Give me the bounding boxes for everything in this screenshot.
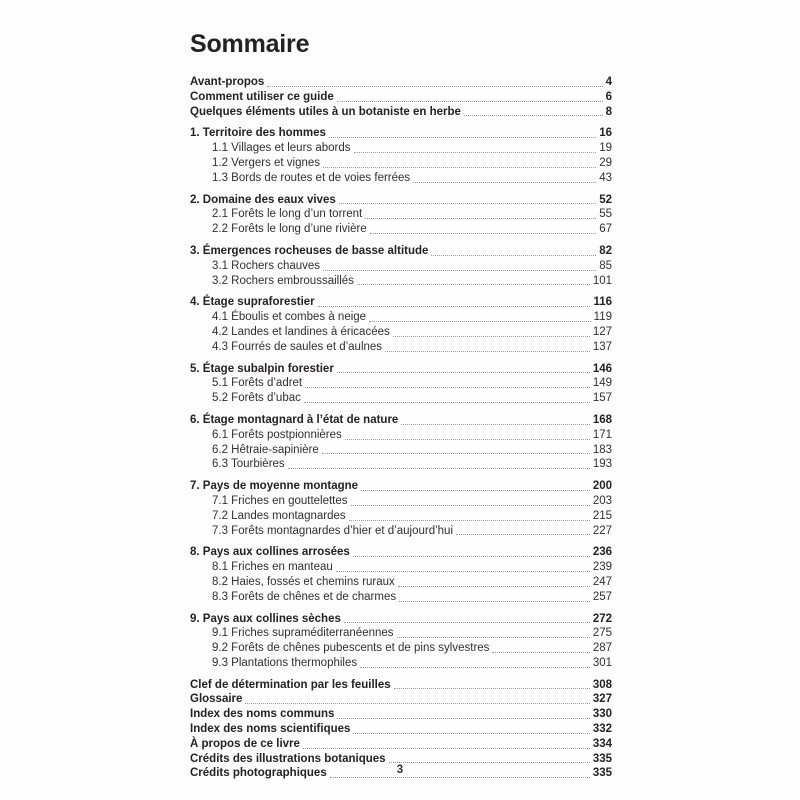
toc-entry-page: 55 xyxy=(599,208,612,221)
toc-entry-label: 2.1 Forêts le long d’un torrent xyxy=(212,208,363,221)
dot-leader xyxy=(305,387,590,388)
toc-entry xyxy=(190,156,612,171)
toc-entry-page: 127 xyxy=(592,325,612,338)
dot-leader xyxy=(456,534,590,535)
toc-entry-page: 215 xyxy=(592,509,612,522)
toc-entry-label: 4.2 Landes et landines à éricacées xyxy=(212,325,390,338)
dot-leader xyxy=(245,703,589,704)
toc-entry-label: 5.1 Forêts d’adret xyxy=(212,377,303,390)
dot-leader xyxy=(369,321,591,322)
toc-group xyxy=(190,413,612,472)
toc-group xyxy=(190,295,612,354)
toc-entry xyxy=(190,193,612,208)
toc-entry xyxy=(190,90,612,105)
toc-entry xyxy=(190,126,612,141)
toc-entry xyxy=(190,494,612,509)
toc-entry xyxy=(190,171,612,186)
dot-leader xyxy=(337,718,589,719)
toc-group xyxy=(190,193,612,237)
toc-entry-page: 149 xyxy=(592,377,612,390)
toc-entry-label: 1. Territoire des hommes xyxy=(190,127,326,140)
toc-entry-page: 272 xyxy=(592,612,612,625)
dot-leader xyxy=(288,468,590,469)
dot-leader xyxy=(337,372,590,373)
toc-group xyxy=(190,479,612,538)
toc-entry xyxy=(190,141,612,156)
toc-entry-label: 4. Étage supraforestier xyxy=(190,296,315,309)
toc-entry-label: 1.1 Villages et leurs abords xyxy=(212,142,351,155)
toc-entry xyxy=(190,75,612,90)
toc-entry-page: 287 xyxy=(592,642,612,655)
toc-entry-label: 8. Pays aux collines arrosées xyxy=(190,546,350,559)
toc-entry-label: Index des noms scientifiques xyxy=(190,723,351,736)
toc-entry-label: 6.2 Hêtraie-sapinière xyxy=(212,443,319,456)
toc-entry-label: 8.1 Friches en manteau xyxy=(212,561,333,574)
toc-entry xyxy=(190,391,612,406)
toc-entry-label: 6.3 Tourbières xyxy=(212,458,285,471)
toc-entry-label: Glossaire xyxy=(190,693,243,706)
dot-leader xyxy=(394,688,590,689)
dot-leader xyxy=(322,453,590,454)
toc-entry-page: 327 xyxy=(592,693,612,706)
toc-entry xyxy=(190,545,612,560)
toc-entry-label: 9.1 Friches supraméditerranéennes xyxy=(212,627,394,640)
dot-leader xyxy=(413,182,596,183)
toc-entry-page: 157 xyxy=(592,392,612,405)
toc-entry-label: 1.2 Vergers et vignes xyxy=(212,156,321,169)
toc-entry-label: 8.3 Forêts de chênes et de charmes xyxy=(212,590,397,603)
toc-entry xyxy=(190,222,612,237)
toc-entry-label: Comment utiliser ce guide xyxy=(190,90,334,103)
toc-entry-page: 308 xyxy=(592,678,612,691)
dot-leader xyxy=(393,336,590,337)
toc-group xyxy=(190,244,612,288)
dot-leader xyxy=(357,284,590,285)
dot-leader xyxy=(353,733,589,734)
dot-leader xyxy=(398,586,590,587)
page-title: Sommaire xyxy=(190,30,310,58)
toc-entry-page: 52 xyxy=(599,193,612,206)
toc-entry-label: Crédits photographiques xyxy=(190,767,327,780)
toc-entry-page: 116 xyxy=(593,296,612,309)
toc-entry xyxy=(190,612,612,627)
toc-entry-label: 8.2 Haies, fossés et chemins ruraux xyxy=(212,575,395,588)
dot-leader xyxy=(337,101,603,102)
toc-entry-page: 275 xyxy=(592,627,612,640)
toc-entry-label: 2. Domaine des eaux vives xyxy=(190,193,336,206)
toc-entry-page: 236 xyxy=(592,546,612,559)
toc-entry xyxy=(190,656,612,671)
toc-entry-page: 301 xyxy=(592,656,612,669)
toc-entry xyxy=(190,207,612,222)
toc-entry-page: 146 xyxy=(592,362,612,375)
toc-entry-label: 4.1 Éboulis et combes à neige xyxy=(212,311,367,324)
toc-entry-label: 6.1 Forêts postpionnières xyxy=(212,428,342,441)
toc-entry-page: 4 xyxy=(605,76,612,88)
toc-entry xyxy=(190,737,612,752)
toc-entry-page: 203 xyxy=(592,494,612,507)
dot-leader xyxy=(303,748,590,749)
dot-leader xyxy=(351,505,590,506)
toc-entry-page: 183 xyxy=(592,443,612,456)
page-number: 3 xyxy=(396,764,404,776)
toc-entry-page: 171 xyxy=(592,428,612,441)
toc-entry-page: 335 xyxy=(592,752,612,765)
toc-entry xyxy=(190,457,612,472)
dot-leader xyxy=(464,115,603,116)
dot-leader xyxy=(401,424,589,425)
toc-group xyxy=(190,362,612,406)
toc-entry xyxy=(190,692,612,707)
toc-entry-label: Crédits des illustrations botaniques xyxy=(190,752,386,765)
toc-entry-page: 82 xyxy=(599,244,612,257)
toc-entry-label: 9.2 Forêts de chênes pubescents et de pins sylvestres xyxy=(212,642,490,655)
toc-entry xyxy=(190,244,612,259)
toc-entry-label: 1.3 Bords de routes et de voies ferrées xyxy=(212,171,411,184)
toc-entry-page: 335 xyxy=(592,767,612,780)
toc-group xyxy=(190,545,612,604)
toc-entry xyxy=(190,295,612,310)
toc-entry xyxy=(190,310,612,325)
toc-entry-page: 168 xyxy=(592,413,612,426)
toc-entry xyxy=(190,707,612,722)
toc-entry-label: 3.2 Rochers embroussaillés xyxy=(212,274,354,287)
dot-leader xyxy=(323,167,596,168)
dot-leader xyxy=(492,652,589,653)
toc-entry xyxy=(190,105,612,120)
dot-leader xyxy=(330,777,590,778)
toc-entry-label: Index des noms communs xyxy=(190,708,335,721)
toc-entry xyxy=(190,340,612,355)
toc-entry-label: 5.2 Forêts d’ubac xyxy=(212,392,301,405)
toc-entry xyxy=(190,722,612,737)
toc-entry-label: 4.3 Fourrés de saules et d’aulnes xyxy=(212,340,383,353)
toc-entry-page: 16 xyxy=(599,127,612,140)
toc-entry-page: 101 xyxy=(592,274,612,287)
toc-entry-label: 3. Émergences rocheuses de basse altitude xyxy=(190,244,429,257)
toc-content xyxy=(190,30,612,781)
toc-entry-page: 257 xyxy=(592,590,612,603)
toc-entry xyxy=(190,678,612,693)
toc-entry-label: 6. Étage montagnard à l’état de nature xyxy=(190,413,399,426)
dot-leader xyxy=(344,622,590,623)
toc-entry-label: 7.3 Forêts montagnardes d’hier et d’aujourd’hui xyxy=(212,524,454,537)
toc-entry-page: 334 xyxy=(592,737,612,750)
toc-entry xyxy=(190,590,612,605)
toc-entry-label: Quelques éléments utiles à un botaniste en herbe xyxy=(190,105,461,118)
dot-leader xyxy=(345,439,590,440)
dot-leader xyxy=(431,255,596,256)
dot-leader xyxy=(353,556,590,557)
dot-leader xyxy=(385,351,590,352)
dot-leader xyxy=(304,402,590,403)
dot-leader xyxy=(318,306,591,307)
toc-entry xyxy=(190,259,612,274)
dot-leader xyxy=(323,270,596,271)
toc-entry xyxy=(190,575,612,590)
toc-entry xyxy=(190,641,612,656)
dot-leader xyxy=(365,218,596,219)
toc-entry-page: 247 xyxy=(592,575,612,588)
toc-entry xyxy=(190,325,612,340)
toc-entry xyxy=(190,509,612,524)
table-of-contents xyxy=(190,75,612,781)
toc-entry-page: 332 xyxy=(592,723,612,736)
toc-entry xyxy=(190,376,612,391)
toc-entry-label: 9. Pays aux collines sèches xyxy=(190,612,341,625)
toc-entry xyxy=(190,274,612,289)
dot-leader xyxy=(349,520,590,521)
toc-entry xyxy=(190,413,612,428)
toc-entry-page: 193 xyxy=(592,458,612,471)
toc-entry xyxy=(190,443,612,458)
toc-entry xyxy=(190,524,612,539)
dot-leader xyxy=(339,203,596,204)
toc-entry-label: 5. Étage subalpin forestier xyxy=(190,362,334,375)
toc-entry xyxy=(190,428,612,443)
toc-entry-page: 239 xyxy=(592,561,612,574)
dot-leader xyxy=(361,490,590,491)
toc-entry-page: 119 xyxy=(593,311,612,324)
toc-entry-page: 85 xyxy=(599,259,612,272)
toc-entry-label: À propos de ce livre xyxy=(190,737,300,750)
dot-leader xyxy=(354,152,597,153)
dot-leader xyxy=(336,571,590,572)
toc-entry-page: 137 xyxy=(592,340,612,353)
toc-entry-page: 8 xyxy=(605,105,612,118)
toc-entry-page: 19 xyxy=(599,142,612,155)
dot-leader xyxy=(360,667,590,668)
toc-entry-label: 7.1 Friches en gouttelettes xyxy=(212,494,348,507)
toc-entry-label: Clef de détermination par les feuilles xyxy=(190,678,391,691)
toc-entry-label: 7.2 Landes montagnardes xyxy=(212,509,346,522)
toc-entry-label: Avant-propos xyxy=(190,76,265,88)
dot-leader xyxy=(267,86,602,87)
toc-entry-page: 29 xyxy=(599,156,612,169)
toc-entry-label: 9.3 Plantations thermophiles xyxy=(212,656,358,669)
toc-entry-page: 43 xyxy=(599,171,612,184)
toc-entry xyxy=(190,560,612,575)
toc-group xyxy=(190,75,612,119)
toc-entry-page: 200 xyxy=(592,480,612,493)
toc-entry-label: 3.1 Rochers chauves xyxy=(212,259,321,272)
toc-entry-page: 6 xyxy=(605,90,612,103)
dot-leader xyxy=(397,637,590,638)
dot-leader xyxy=(329,137,596,138)
toc-entry-page: 227 xyxy=(592,524,612,537)
toc-entry xyxy=(190,479,612,494)
dot-leader xyxy=(370,233,597,234)
toc-entry xyxy=(190,626,612,641)
toc-group xyxy=(190,126,612,185)
toc-entry-page: 330 xyxy=(592,708,612,721)
toc-entry xyxy=(190,362,612,377)
dot-leader xyxy=(399,601,590,602)
toc-group xyxy=(190,612,612,671)
toc-entry-page: 67 xyxy=(599,223,612,236)
toc-entry-label: 7. Pays de moyenne montagne xyxy=(190,480,359,493)
toc-entry-label: 2.2 Forêts le long d’une rivière xyxy=(212,223,367,236)
